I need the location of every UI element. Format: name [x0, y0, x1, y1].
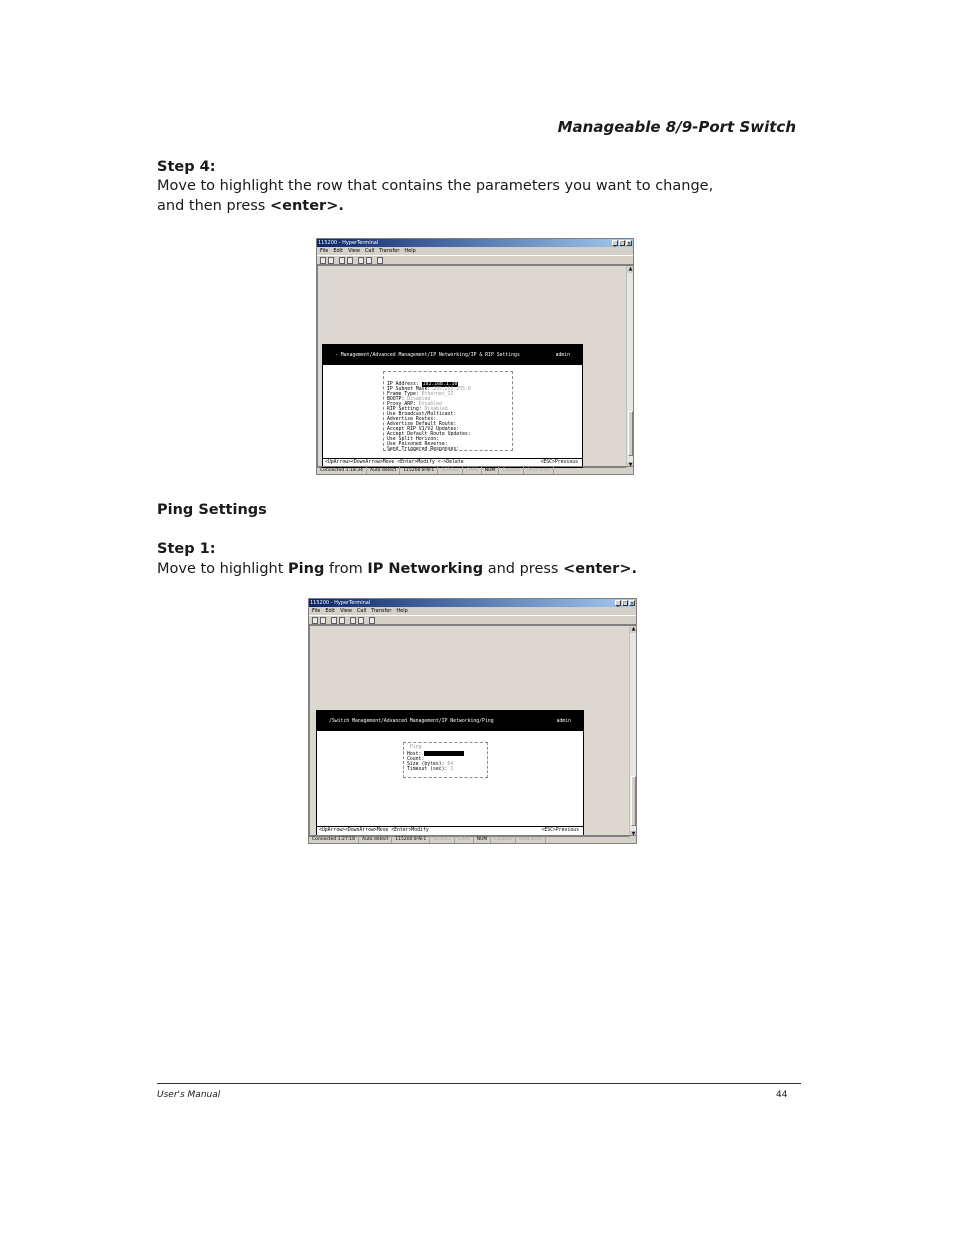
- status-connected: Connected 1:18:34: [317, 467, 367, 474]
- menu-file[interactable]: File: [320, 248, 329, 254]
- status-bar: [317, 466, 633, 474]
- terminal-footer-2: [317, 826, 583, 833]
- scroll-down-icon[interactable]: ▼: [628, 462, 633, 468]
- menu-row-broadcast-multicast[interactable]: Use Broadcast/Multicast:: [387, 412, 457, 417]
- terminal-header-2: [317, 711, 583, 731]
- menu-row-split-horizon[interactable]: Use Split Horizon:: [387, 437, 439, 442]
- new-icon[interactable]: [320, 257, 326, 264]
- status-bar-2: [309, 835, 636, 843]
- terminal-esc-help: <ESC>Previous: [540, 460, 578, 465]
- step4-label: Step 4:: [157, 159, 216, 175]
- ping-settings-heading: Ping Settings: [157, 502, 267, 518]
- menu-view[interactable]: View: [340, 608, 352, 614]
- menu-call[interactable]: Call: [364, 248, 375, 254]
- toolbar-2: [309, 615, 636, 625]
- step1-line: Move to highlight Ping from IP Networking and press <enter>.: [157, 561, 637, 577]
- menu-row-proxy-arp[interactable]: Proxy ARP: Disabled: [387, 402, 442, 407]
- close-icon[interactable]: ×: [627, 241, 632, 247]
- terminal-client-area: [317, 265, 634, 468]
- menu-bar-2: [309, 607, 636, 615]
- minimize-icon[interactable]: _: [616, 601, 620, 607]
- menu-row-bootp[interactable]: BOOTP: Disabled: [387, 397, 431, 402]
- status-detect: Auto detect: [367, 467, 400, 474]
- ping-box-title: Ping: [410, 745, 422, 750]
- step4-line2-text: and then press: [157, 198, 270, 214]
- menu-help[interactable]: Help: [404, 248, 416, 254]
- window-titlebar: [317, 239, 633, 247]
- menu-edit[interactable]: Edit: [333, 248, 344, 254]
- status-caps: CAPS: [463, 467, 482, 474]
- scroll-up-icon[interactable]: ▲: [628, 266, 633, 272]
- menu-row-timeout[interactable]: Timeout (sec): 1: [407, 767, 454, 772]
- menu-bar: [317, 247, 633, 255]
- hyperterminal-window-ip-rip: [316, 238, 634, 475]
- connect-icon[interactable]: [339, 257, 345, 264]
- window-titlebar-2: [309, 599, 636, 607]
- menu-transfer[interactable]: Transfer: [371, 608, 392, 614]
- status-print-echo: Print echo: [524, 467, 554, 474]
- toolbar: [317, 255, 633, 265]
- minimize-icon[interactable]: _: [613, 241, 617, 247]
- properties-icon[interactable]: [377, 257, 383, 264]
- status-baud: 115200 8-N-1: [392, 836, 430, 843]
- scroll-down-icon[interactable]: ▼: [631, 831, 636, 837]
- status-num: NUM: [474, 836, 492, 843]
- menu-row-rip-setting[interactable]: RIP Setting: Disabled: [387, 407, 448, 412]
- disconnect-icon[interactable]: [347, 257, 353, 264]
- status-num: NUM: [482, 467, 500, 474]
- page-header-title: Manageable 8/9-Port Switch: [557, 118, 796, 136]
- menu-row-subnet-mask[interactable]: IP Subnet Mask: 255.255.255.0: [387, 387, 471, 392]
- status-detect: Auto detect: [359, 836, 392, 843]
- terminal-screen: [322, 344, 583, 468]
- host-field[interactable]: [424, 751, 464, 756]
- menu-edit[interactable]: Edit: [325, 608, 336, 614]
- terminal-esc-help-2: <ESC>Previous: [541, 828, 579, 833]
- scroll-thumb[interactable]: [631, 776, 636, 826]
- disconnect-icon[interactable]: [339, 617, 345, 624]
- menu-row-frame-type[interactable]: Frame Type: Ethernet_II: [387, 392, 454, 397]
- status-capture: Capture: [499, 467, 524, 474]
- menu-row-accept-rip-updates[interactable]: Accept RIP V1/V2 Updates:: [387, 427, 460, 432]
- menu-row-host[interactable]: Host:: [404, 751, 487, 757]
- close-icon[interactable]: ×: [630, 601, 635, 607]
- terminal-path-2: /Switch Management/Advanced Management/IP Networking/Ping: [329, 719, 494, 724]
- window-title-2: 115200 - HyperTerminal: [310, 600, 371, 606]
- terminal-user-2: admin: [556, 719, 571, 724]
- terminal-user: admin: [555, 353, 570, 358]
- enter-key-text-2: <enter>.: [563, 561, 637, 577]
- page-number: 44: [776, 1090, 788, 1100]
- menu-row-advertise-default-route[interactable]: Advertise Default Route:: [387, 422, 457, 427]
- new-icon[interactable]: [312, 617, 318, 624]
- ip-rip-settings-box: [383, 371, 513, 451]
- terminal-client-area-2: [309, 625, 637, 837]
- scroll-thumb[interactable]: [628, 411, 633, 456]
- vertical-scrollbar[interactable]: [626, 266, 634, 469]
- step4-line2: [157, 196, 344, 216]
- footer-divider: [157, 1083, 801, 1084]
- hyperterminal-window-ping: [308, 598, 637, 844]
- status-connected: Connected 1:27:18: [309, 836, 359, 843]
- enter-key-text: <enter>.: [269, 198, 344, 214]
- terminal-footer: [323, 458, 582, 465]
- send-icon[interactable]: [350, 617, 356, 624]
- ping-settings-box: [403, 742, 488, 778]
- menu-row-advertise-routes[interactable]: Advertise Routes:: [387, 417, 437, 422]
- status-baud: 115200 8-N-1: [400, 467, 438, 474]
- menu-help[interactable]: Help: [396, 608, 408, 614]
- scroll-up-icon[interactable]: ▲: [631, 626, 636, 632]
- connect-icon[interactable]: [331, 617, 337, 624]
- menu-transfer[interactable]: Transfer: [379, 248, 400, 254]
- open-icon[interactable]: [328, 257, 334, 264]
- menu-row-count[interactable]: Count:: [407, 757, 425, 762]
- menu-view[interactable]: View: [348, 248, 360, 254]
- ping-text: Ping: [288, 561, 325, 577]
- terminal-header: [323, 345, 582, 365]
- step4-line1: Move to highlight the row that contains the parameters you want to change,: [157, 178, 714, 194]
- terminal-path: - Management/Advanced Management/IP Networking/IP & RIP Settings: [335, 353, 520, 358]
- menu-file[interactable]: File: [312, 608, 321, 614]
- status-scroll: SCROLL: [430, 836, 455, 843]
- footer-manual-label: User's Manual: [157, 1090, 221, 1100]
- properties-icon[interactable]: [369, 617, 375, 624]
- maximize-icon[interactable]: □: [620, 241, 625, 247]
- menu-row-size[interactable]: Size (bytes): 64: [407, 762, 454, 767]
- status-caps: CAPS: [455, 836, 474, 843]
- menu-row-accept-default-route[interactable]: Accept Default Route Updates:: [387, 432, 471, 437]
- window-title: 115200 - HyperTerminal: [318, 240, 379, 246]
- menu-call[interactable]: Call: [356, 608, 367, 614]
- ip-networking-text: IP Networking: [367, 561, 484, 577]
- send-icon[interactable]: [358, 257, 364, 264]
- maximize-icon[interactable]: □: [623, 601, 628, 607]
- menu-row-ip-address[interactable]: IP Address: 192.168.1.10: [387, 382, 458, 387]
- terminal-key-help: <UpArrow><DownArrow>Move <Enter>Modify <->Delete: [325, 460, 464, 465]
- receive-icon[interactable]: [358, 617, 364, 624]
- receive-icon[interactable]: [366, 257, 372, 264]
- status-capture: Capture: [491, 836, 516, 843]
- terminal-screen-2: [316, 710, 584, 836]
- open-icon[interactable]: [320, 617, 326, 624]
- vertical-scrollbar-2[interactable]: [629, 626, 637, 838]
- status-print-echo: Print echo: [516, 836, 546, 843]
- menu-row-poisoned-reverse[interactable]: Use Poisoned Reverse:: [387, 442, 448, 447]
- status-scroll: SCROLL: [438, 467, 463, 474]
- menu-row-triggered-responses[interactable]: Send Triggered Responses:: [387, 447, 460, 452]
- terminal-key-help-2: <UpArrow><DownArrow>Move <Enter>Modify: [319, 828, 429, 833]
- step1-label: Step 1:: [157, 541, 216, 557]
